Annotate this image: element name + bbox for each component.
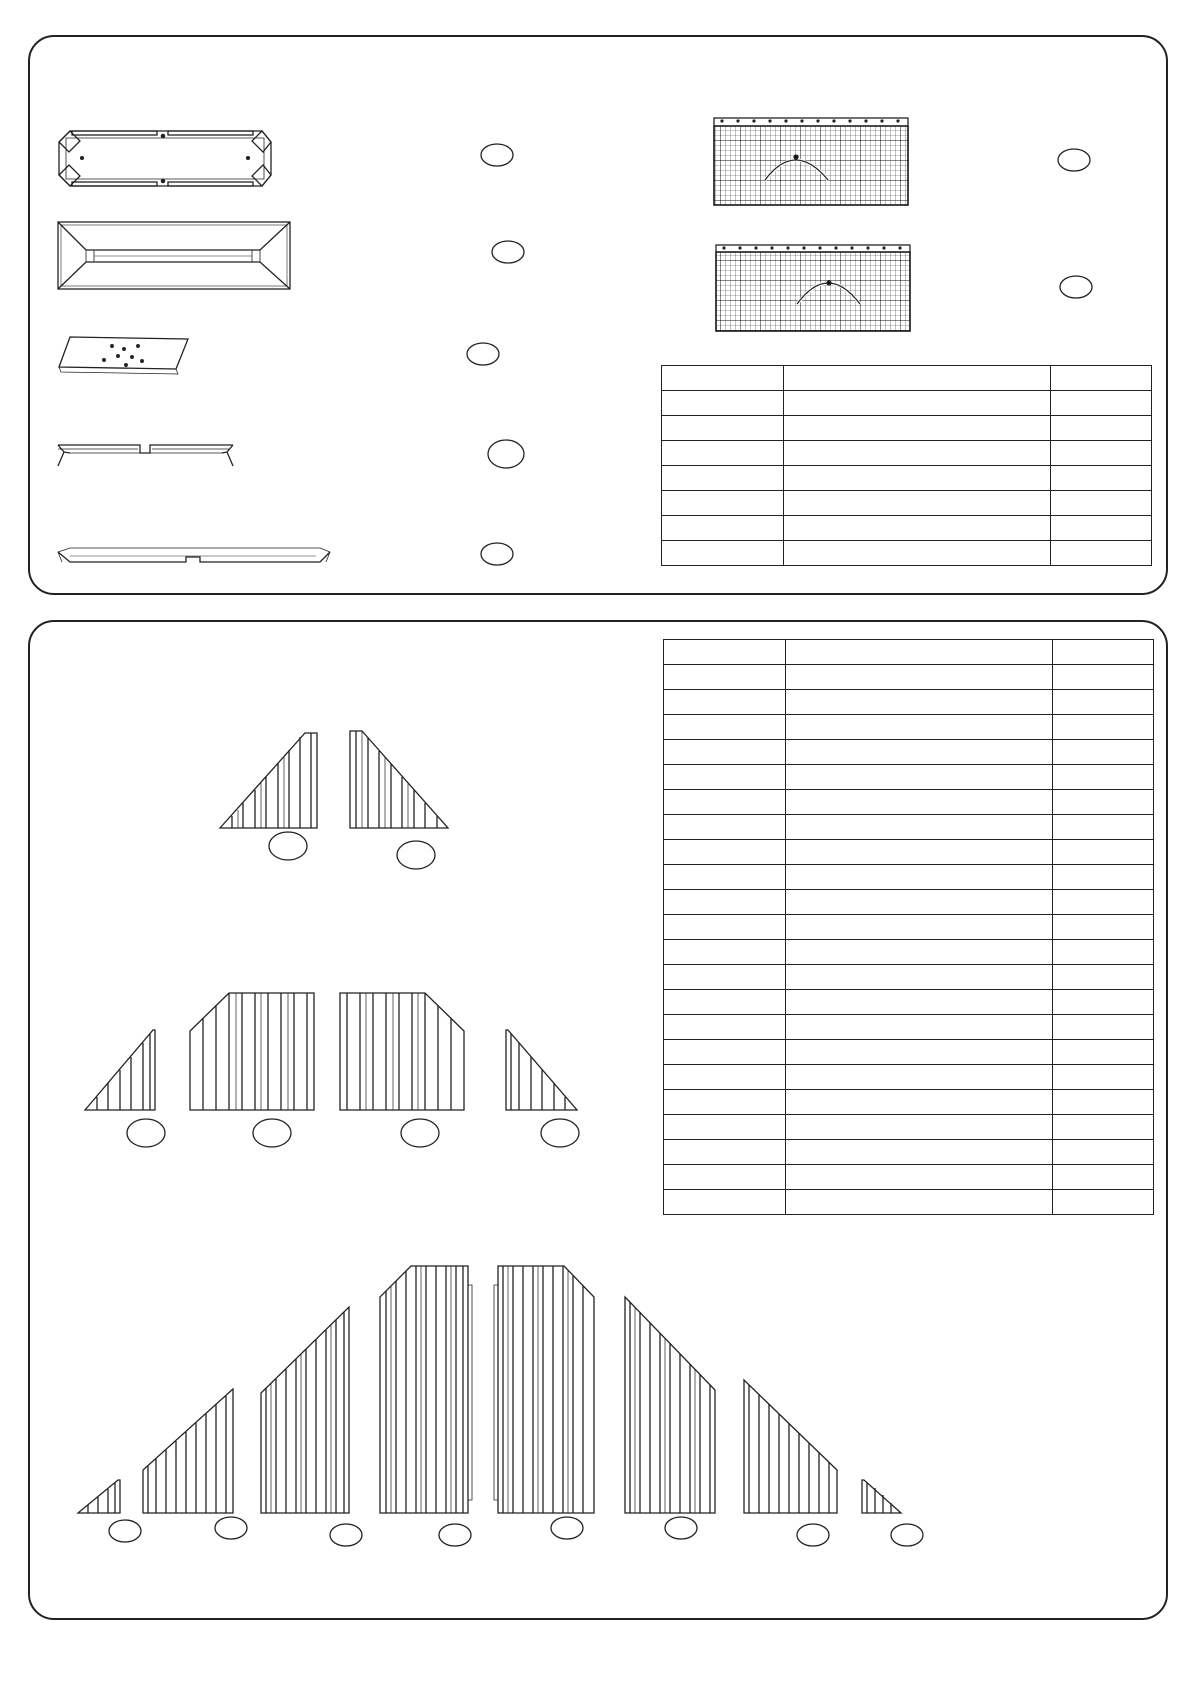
table-cell	[664, 865, 786, 890]
table-row	[664, 815, 1154, 840]
table-cell	[664, 690, 786, 715]
table-cell	[664, 1140, 786, 1165]
table-cell	[1053, 790, 1154, 815]
table-row	[664, 765, 1154, 790]
table-row	[662, 466, 1152, 491]
wall-4-drawing	[380, 1266, 472, 1513]
table-cell	[664, 1040, 786, 1065]
table-cell	[786, 1115, 1053, 1140]
table-cell	[662, 441, 784, 466]
table-row	[662, 391, 1152, 416]
table-cell	[1053, 740, 1154, 765]
wall-5-callout	[551, 1517, 583, 1539]
table-cell	[786, 940, 1053, 965]
table-cell	[786, 965, 1053, 990]
table-cell	[784, 516, 1051, 541]
table-cell	[784, 541, 1051, 566]
table-cell	[786, 1190, 1053, 1215]
wall-6-callout	[665, 1517, 697, 1539]
table-cell	[786, 815, 1053, 840]
table-cell	[664, 790, 786, 815]
door-panel-1-drawing	[714, 118, 908, 205]
table-cell	[1053, 690, 1154, 715]
table-cell	[662, 366, 784, 391]
table-row	[664, 915, 1154, 940]
table-row	[662, 516, 1152, 541]
table-cell	[664, 715, 786, 740]
table-cell	[786, 690, 1053, 715]
table-cell	[664, 840, 786, 865]
door-panel-1-rivets	[720, 119, 899, 122]
table-row	[664, 1190, 1154, 1215]
table-cell	[786, 1090, 1053, 1115]
gable-right-small-callout	[397, 841, 435, 869]
table-row	[664, 665, 1154, 690]
table-cell	[1053, 1115, 1154, 1140]
channel-long-callout	[481, 543, 513, 565]
table-row	[662, 366, 1152, 391]
door-panel-2-rivets	[722, 246, 901, 249]
table-cell	[786, 1015, 1053, 1040]
table-row	[664, 1015, 1154, 1040]
gable-right-small-drawing	[350, 731, 448, 828]
table-row	[664, 890, 1154, 915]
wall-3-callout	[330, 1524, 362, 1546]
table-row	[664, 1115, 1154, 1140]
table-cell	[784, 416, 1051, 441]
wall-2-drawing	[143, 1389, 233, 1513]
table-row	[662, 441, 1152, 466]
table-cell	[1053, 965, 1154, 990]
table-row	[664, 690, 1154, 715]
side-left-trap-drawing	[190, 993, 314, 1110]
brace-plate-callout	[467, 343, 499, 365]
table-cell	[664, 1165, 786, 1190]
table-row	[662, 416, 1152, 441]
table-cell	[786, 915, 1053, 940]
table-cell	[1053, 840, 1154, 865]
table-cell	[662, 541, 784, 566]
table-cell	[1053, 640, 1154, 665]
table-cell	[1053, 1140, 1154, 1165]
table-cell	[786, 1140, 1053, 1165]
side-right-trap-callout	[401, 1119, 439, 1147]
table-cell	[784, 391, 1051, 416]
table-row	[664, 715, 1154, 740]
wall-1-drawing	[78, 1480, 120, 1513]
table-row	[664, 940, 1154, 965]
table-cell	[1053, 1165, 1154, 1190]
table-cell	[662, 466, 784, 491]
table-cell	[1051, 541, 1152, 566]
wall-8-callout	[891, 1524, 923, 1546]
table-cell	[1051, 441, 1152, 466]
table-row	[664, 1065, 1154, 1090]
wall-6-drawing	[625, 1297, 715, 1513]
wall-8-drawing	[862, 1480, 901, 1513]
table-cell	[664, 940, 786, 965]
table-cell	[664, 1015, 786, 1040]
side-left-trap-callout	[253, 1119, 291, 1147]
table-cell	[662, 516, 784, 541]
table-row	[664, 1090, 1154, 1115]
door-panel-1-callout	[1058, 149, 1090, 171]
table-cell	[664, 815, 786, 840]
table-cell	[1053, 865, 1154, 890]
table-cell	[786, 715, 1053, 740]
table-row	[664, 640, 1154, 665]
table-cell	[664, 1090, 786, 1115]
table-cell	[664, 890, 786, 915]
gable-left-small-callout	[269, 832, 307, 860]
channel-short-drawing	[58, 445, 233, 466]
table-cell	[1053, 1015, 1154, 1040]
table-row	[662, 491, 1152, 516]
table-cell	[1053, 815, 1154, 840]
table-cell	[1053, 715, 1154, 740]
side-left-tri-drawing	[85, 1030, 155, 1110]
table-cell	[1051, 391, 1152, 416]
table-cell	[662, 416, 784, 441]
table-cell	[664, 1115, 786, 1140]
table-cell	[1053, 915, 1154, 940]
table-cell	[1051, 491, 1152, 516]
table-cell	[786, 1040, 1053, 1065]
wall-2-callout	[215, 1517, 247, 1539]
table-cell	[664, 640, 786, 665]
table-row	[664, 865, 1154, 890]
floor-frame-callout	[481, 144, 513, 166]
table-row	[664, 1140, 1154, 1165]
floor-frame-drawing	[59, 131, 271, 186]
table-cell	[1051, 516, 1152, 541]
table-cell	[664, 665, 786, 690]
table-cell	[664, 740, 786, 765]
table-cell	[664, 915, 786, 940]
table-cell	[786, 790, 1053, 815]
gable-left-small-drawing	[220, 733, 317, 828]
brace-plate-drawing	[59, 337, 188, 374]
channel-long-drawing	[58, 548, 330, 562]
table-cell	[786, 990, 1053, 1015]
door-panel-2-callout	[1060, 276, 1092, 298]
parts-table-bottom	[663, 639, 1154, 1215]
table-cell	[784, 491, 1051, 516]
table-cell	[664, 965, 786, 990]
table-cell	[662, 491, 784, 516]
side-right-tri-drawing	[506, 1030, 577, 1110]
table-row	[664, 840, 1154, 865]
table-cell	[786, 765, 1053, 790]
table-cell	[786, 1065, 1053, 1090]
table-row	[664, 1040, 1154, 1065]
wall-1-callout	[109, 1520, 141, 1542]
table-row	[664, 965, 1154, 990]
table-cell	[786, 840, 1053, 865]
table-cell	[1051, 366, 1152, 391]
table-cell	[1051, 466, 1152, 491]
roof-frame-callout	[492, 241, 524, 263]
table-cell	[1053, 1090, 1154, 1115]
parts-table-top	[661, 365, 1152, 566]
wall-3-drawing	[261, 1307, 349, 1513]
side-left-tri-callout	[127, 1119, 165, 1147]
table-cell	[1053, 665, 1154, 690]
table-cell	[786, 640, 1053, 665]
table-cell	[1051, 416, 1152, 441]
table-cell	[784, 366, 1051, 391]
table-cell	[1053, 1040, 1154, 1065]
wall-5-drawing	[494, 1266, 594, 1513]
table-cell	[1053, 1190, 1154, 1215]
table-cell	[786, 890, 1053, 915]
table-cell	[784, 441, 1051, 466]
wall-7-drawing	[744, 1380, 837, 1513]
table-cell	[786, 665, 1053, 690]
table-cell	[1053, 940, 1154, 965]
table-cell	[786, 740, 1053, 765]
table-row	[664, 990, 1154, 1015]
table-cell	[664, 1065, 786, 1090]
table-row	[664, 1165, 1154, 1190]
table-cell	[662, 391, 784, 416]
table-cell	[1053, 1065, 1154, 1090]
table-cell	[1053, 890, 1154, 915]
table-cell	[784, 466, 1051, 491]
wall-7-callout	[797, 1524, 829, 1546]
door-panel-2-drawing	[716, 245, 910, 331]
side-right-trap-drawing	[340, 993, 464, 1110]
table-cell	[786, 1165, 1053, 1190]
table-cell	[786, 865, 1053, 890]
table-row	[664, 740, 1154, 765]
side-right-tri-callout	[541, 1119, 579, 1147]
table-cell	[664, 1190, 786, 1215]
roof-frame-drawing	[58, 222, 290, 289]
table-cell	[664, 765, 786, 790]
table-cell	[1053, 990, 1154, 1015]
table-cell	[664, 990, 786, 1015]
channel-short-callout	[488, 440, 524, 468]
table-cell	[1053, 765, 1154, 790]
wall-4-callout	[439, 1524, 471, 1546]
table-row	[662, 541, 1152, 566]
table-row	[664, 790, 1154, 815]
